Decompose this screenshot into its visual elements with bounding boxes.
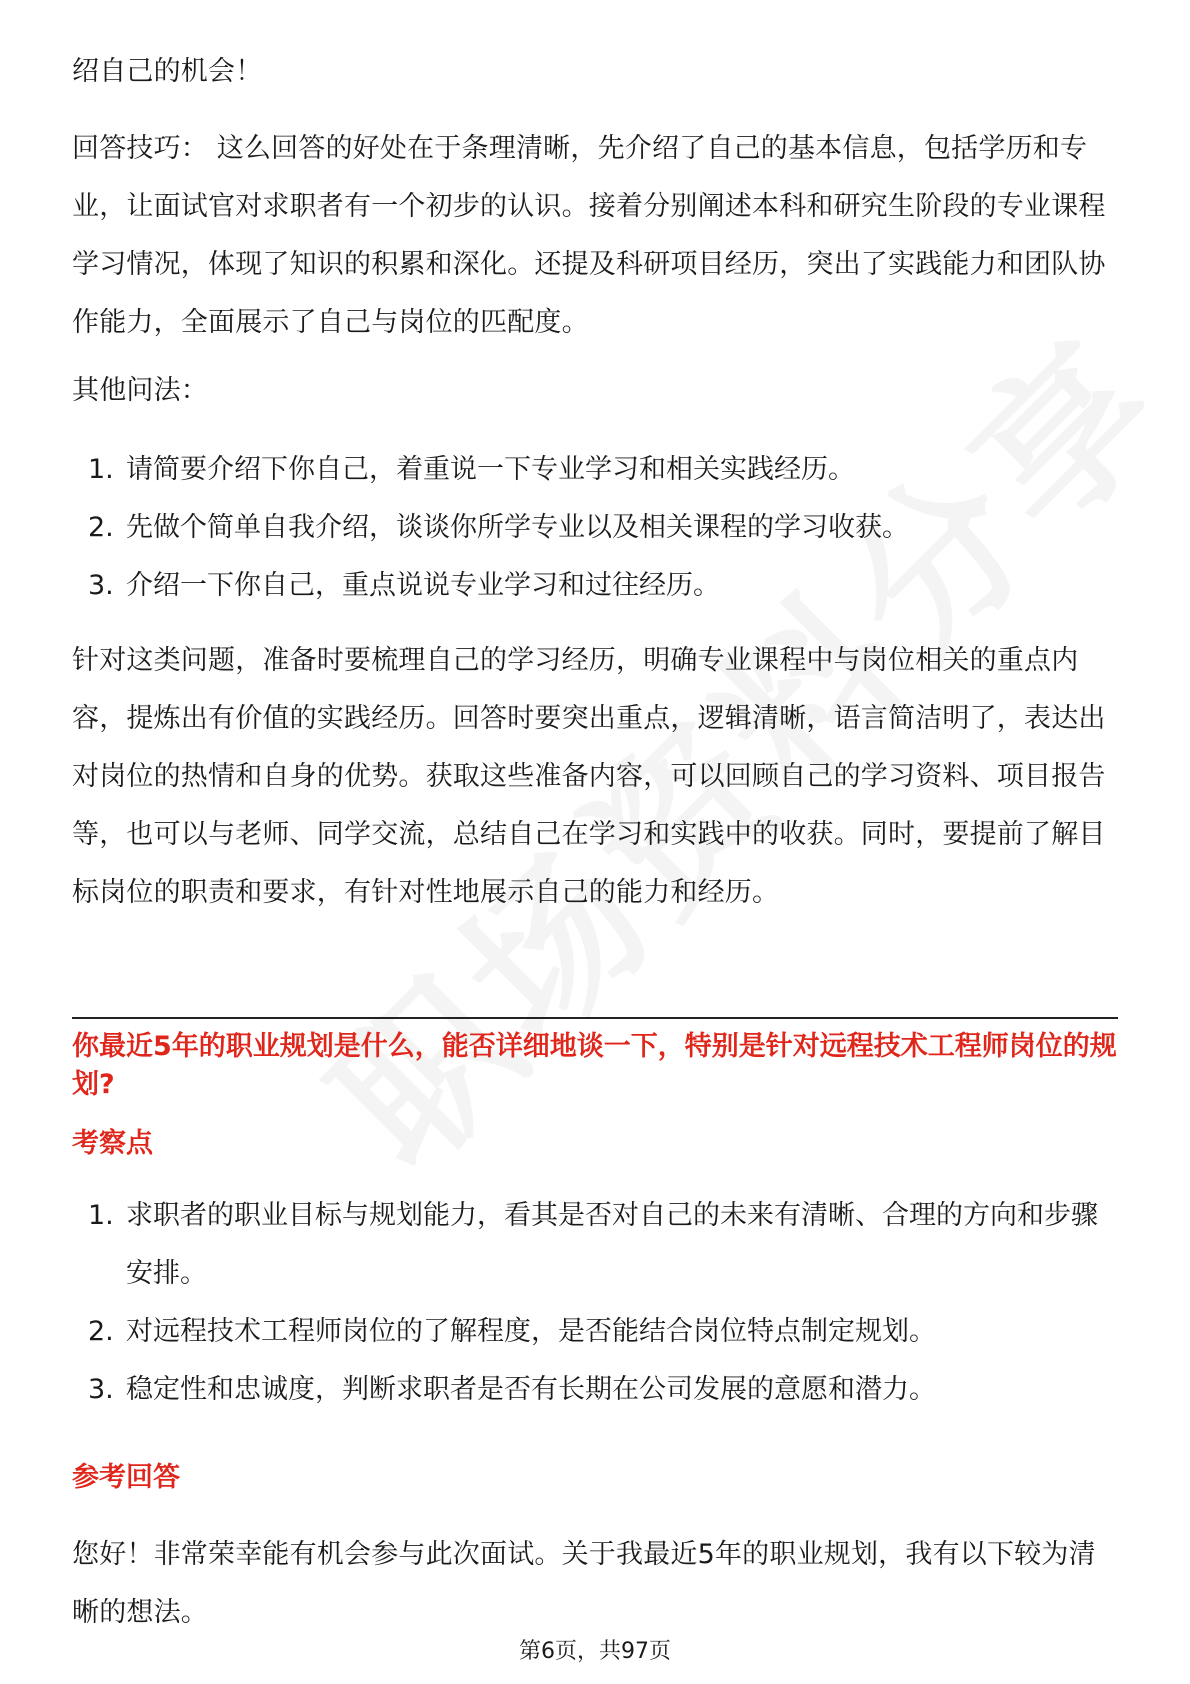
list-item [72,1361,1118,1419]
other-asks-list [72,441,1118,615]
focus-points-heading: 考察点 [72,1128,153,1159]
list-item-text: 请简要介绍下你自己，着重说一下专业学习和相关实践经历。 [126,454,855,485]
focus-points-list [72,1187,1118,1419]
list-number: 2. [88,1316,114,1347]
reference-answer-paragraph: 您好！非常荣幸能有机会参与此次面试。关于我最近5年的职业规划，我有以下较为清晰的想法。 [72,1539,1096,1628]
list-item-text: 稳定性和忠诚度，判断求职者是否有长期在公司发展的意愿和潜力。 [126,1374,936,1405]
preparation-advice-paragraph: 针对这类问题，准备时要梳理自己的学习经历，明确专业课程中与岗位相关的重点内容，提炼出有价值的实践经历。回答时要突出重点，逻辑清晰，语言简洁明了，表达出对岗位的热情和自身的优势。获取这些准备内容，可以回顾自己的学习资料、项目报告等，也可以与老师、同学交流，总结自己在学习和实践中的收获。同时，要提前了解目标岗位的职责和要求，有针对性地展示自己的能力和经历。 [72,645,1106,908]
list-item [72,499,1118,557]
other-asks-label: 其他问法： [72,375,208,406]
answer-tips-paragraph: 回答技巧： 这么回答的好处在于条理清晰，先介绍了自己的基本信息，包括学历和专业，让面试官对求职者有一个初步的认识。接着分别阐述本科和研究生阶段的专业课程学习情况，体现了知识的积累和深化。还提及科研项目经历，突出了实践能力和团队协作能力，全面展示了自己与岗位的匹配度。 [72,133,1106,338]
interview-question-heading: 你最近5年的职业规划是什么，能否详细地谈一下，特别是针对远程技术工程师岗位的规划? [72,1031,1117,1100]
section-divider [72,1017,1118,1019]
page-footer: 第6页，共97页 [519,1639,671,1664]
reference-answer-heading: 参考回答 [72,1462,180,1493]
list-number: 3. [88,570,114,601]
list-item-text: 求职者的职业目标与规划能力，看其是否对自己的未来有清晰、合理的方向和步骤安排。 [126,1200,1098,1289]
list-number: 2. [88,512,114,543]
list-item [72,1303,1118,1361]
intro-tail-text: 绍自己的机会！ [72,56,263,87]
list-item-text: 对远程技术工程师岗位的了解程度，是否能结合岗位特点制定规划。 [126,1316,936,1347]
list-number: 3. [88,1374,114,1405]
document-page [72,0,1118,1684]
list-number: 1. [88,454,114,485]
list-item-text: 介绍一下你自己，重点说说专业学习和过往经历。 [126,570,720,601]
list-number: 1. [88,1200,114,1231]
list-item-text: 先做个简单自我介绍，谈谈你所学专业以及相关课程的学习收获。 [126,512,909,543]
list-item [72,557,1118,615]
list-item [72,441,1118,499]
list-item [72,1187,1118,1303]
